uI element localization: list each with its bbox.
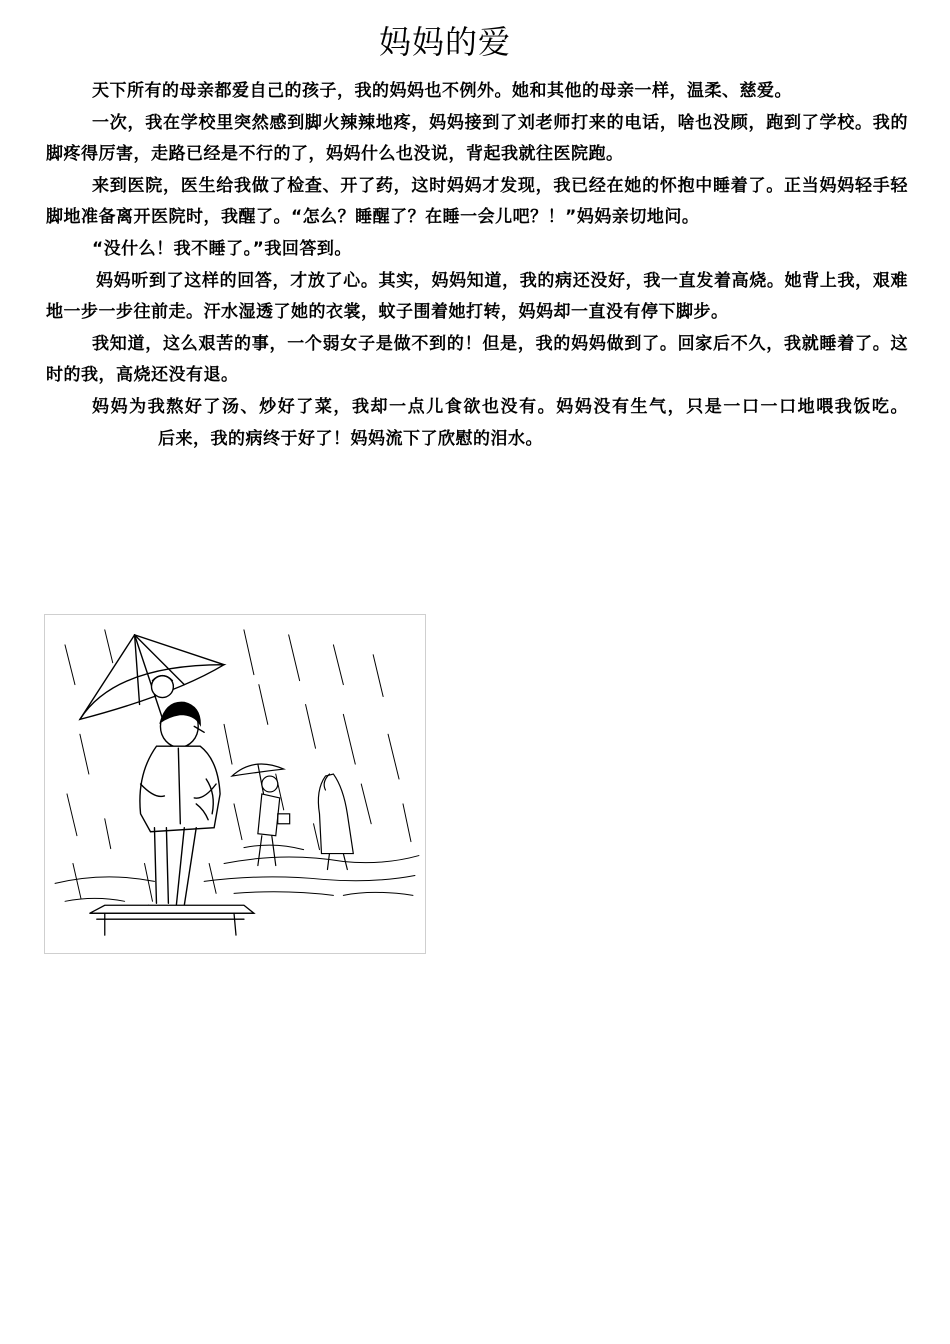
- paragraph-7-part-2: 后来，我的病终于好了！妈妈流下了欣慰的泪水。: [158, 428, 543, 449]
- umbrella-large: [80, 635, 224, 724]
- paragraph-2: 一次，我在学校里突然感到脚火辣辣地疼，妈妈接到了刘老师打来的电话，啥也没顾，跑到了学校。我的脚疼得厉害，走路已经是不行的了，妈妈什么也没说，背起我就往医院跑。: [46, 112, 908, 165]
- paragraph-7: [46, 392, 908, 455]
- paragraph-3: 来到医院，医生给我做了检查、开了药，这时妈妈才发现，我已经在她的怀抱中睡着了。正当妈妈轻手轻脚地准备离开医院时，我醒了。“怎么？睡醒了？在睡一会儿吧？！”妈妈亲切地问。: [46, 175, 908, 228]
- paragraph-4: “没什么！我不睡了。”我回答到。: [92, 238, 352, 259]
- paragraph-5: 妈妈听到了这样的回答，才放了心。其实，妈妈知道，我的病还没好，我一直发着高烧。她背上我，艰难地一步一步往前走。汗水湿透了她的衣裳，蚊子围着她打转，妈妈却一直没有停下脚步。: [46, 270, 908, 323]
- paragraph-1: 天下所有的母亲都爱自己的孩子，我的妈妈也不例外。她和其他的母亲一样，温柔、慈爱。: [92, 81, 792, 101]
- mother-carrying-child-in-rain-illustration: [44, 614, 426, 954]
- hooded-figure: [318, 774, 353, 869]
- mother-figure: [140, 676, 220, 912]
- rain-scene-drawing: [45, 615, 425, 953]
- plank-bridge: [90, 905, 254, 935]
- page-title: 妈妈的爱: [378, 23, 511, 61]
- paragraph-7-part-1: 妈妈为我熬好了汤、炒好了菜，我却一点儿食欲也没有。妈妈没有生气，只是一口一口地喂我饭吃。: [92, 396, 908, 417]
- paragraph-6: 我知道，这么艰苦的事，一个弱女子是做不到的！但是，我的妈妈做到了。回家后不久，我就睡着了。这时的我，高烧还没有退。: [46, 333, 908, 386]
- water-lines: [55, 845, 419, 901]
- child-with-umbrella: [232, 764, 290, 866]
- article-body: [46, 76, 908, 455]
